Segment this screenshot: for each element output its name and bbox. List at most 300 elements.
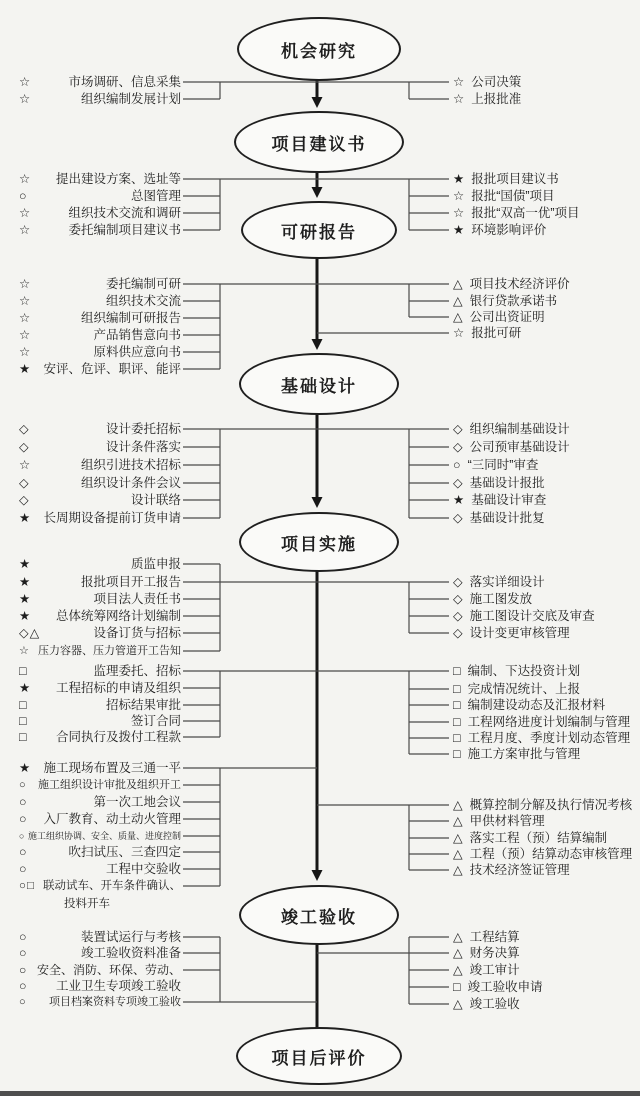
- flow-item: [453, 491, 546, 509]
- triangle-icon: △: [453, 294, 463, 308]
- diamond-icon: ◇: [453, 422, 463, 436]
- star-outline-icon: ☆: [19, 92, 32, 106]
- diamond-icon: ◇: [19, 440, 30, 454]
- item-symbols: [453, 206, 464, 220]
- item-symbols: [453, 223, 464, 237]
- flow-item-label: 施工方案审批与管理: [467, 747, 581, 761]
- item-symbols: [453, 493, 464, 507]
- star-outline-icon: ☆: [19, 345, 32, 359]
- star-filled-icon: ★: [19, 511, 32, 525]
- item-symbols: [453, 511, 463, 525]
- flow-item-label: 基础设计批复: [469, 511, 545, 525]
- circle-icon: ○: [19, 862, 28, 876]
- flow-item: [453, 187, 555, 205]
- flow-item: [14, 590, 181, 608]
- item-symbols: [453, 458, 461, 472]
- flow-item-label: 公司决策: [471, 75, 522, 89]
- flow-item: [453, 861, 570, 879]
- circle-icon: ○: [19, 946, 28, 960]
- flow-item-label: 设计条件落实: [105, 440, 181, 454]
- flow-item-label: 财务决算: [469, 946, 520, 960]
- diamond-icon: ◇: [453, 592, 463, 606]
- item-symbols: [453, 422, 463, 436]
- item-symbols: [19, 456, 31, 474]
- flow-item-label: 第一次工地会议: [93, 795, 181, 809]
- star-filled-icon: ★: [19, 575, 32, 589]
- diamond-icon: ◇: [19, 493, 30, 507]
- diamond-icon: ◇: [453, 511, 463, 525]
- flow-item: [453, 995, 520, 1013]
- flow-item: [14, 90, 181, 108]
- flow-item: [64, 895, 110, 913]
- flow-item-label: 基础设计审查: [471, 493, 547, 507]
- item-symbols: [19, 662, 28, 680]
- flow-item: [453, 978, 543, 996]
- flow-item: [14, 776, 181, 794]
- node-label: 基础设计: [281, 376, 357, 396]
- item-symbols: [453, 609, 463, 623]
- item-symbols: [19, 793, 28, 811]
- item-symbols: [453, 963, 463, 977]
- node-opportunity-research: [237, 17, 401, 81]
- star-outline-icon: ☆: [19, 458, 32, 472]
- flow-item-label: 上报批准: [471, 92, 522, 106]
- item-symbols: [19, 993, 27, 1011]
- circle-icon: ○: [19, 930, 28, 944]
- triangle-icon: △: [453, 831, 463, 845]
- flow-item: [453, 662, 580, 680]
- item-symbols: [453, 626, 463, 640]
- flow-item-label: 公司出资证明: [469, 310, 545, 324]
- triangle-icon: △: [453, 946, 463, 960]
- flow-item: [453, 944, 520, 962]
- item-symbols: [19, 187, 28, 205]
- item-symbols: [453, 189, 464, 203]
- diamond-icon: ◇: [19, 422, 30, 436]
- flow-item-label: 装置试运行与考核: [80, 930, 181, 944]
- star-filled-icon: ★: [19, 557, 32, 571]
- flow-item-label: 施工图设计交底及审查: [469, 609, 595, 623]
- flow-item-label: 提出建设方案、选址等: [55, 172, 181, 186]
- diamond-icon: ◇: [19, 626, 30, 640]
- star-outline-icon: ☆: [453, 92, 465, 106]
- star-filled-icon: ★: [453, 172, 465, 186]
- square-icon: □: [26, 880, 35, 892]
- triangle-icon: △: [453, 277, 463, 291]
- flow-item: [14, 456, 181, 474]
- flow-item-label: 工程中交验收: [105, 862, 181, 876]
- node-project-implementation: [239, 512, 399, 572]
- flow-item: [14, 662, 181, 680]
- circle-icon: ○: [19, 812, 28, 826]
- item-symbols: [453, 715, 461, 729]
- flow-item-label: 基础设计报批: [469, 476, 545, 490]
- flow-item-label: 概算控制分解及执行情况考核: [469, 798, 633, 812]
- node-feasibility-report: [241, 201, 397, 259]
- circle-icon: ○: [19, 845, 28, 859]
- flow-item: [453, 961, 520, 979]
- flow-item-label: 施工组织设计审批及组织开工: [38, 779, 181, 791]
- star-outline-icon: ☆: [19, 277, 32, 291]
- flow-item-label: 报批“国债”项目: [471, 189, 555, 203]
- flow-item-label: 长周期设备提前订货申请: [43, 511, 181, 525]
- flow-item-label: 联动试车、开车条件确认、: [43, 880, 181, 892]
- node-label: 竣工验收: [281, 907, 357, 927]
- node-project-proposal: [234, 111, 404, 173]
- item-symbols: [19, 679, 31, 697]
- flow-item-label: 安评、危评、职评、能评: [43, 362, 181, 376]
- flow-item-label: 完成情况统计、上报: [467, 682, 581, 696]
- flow-item: [14, 642, 181, 660]
- triangle-icon: △: [453, 798, 463, 812]
- flow-item-label: 产品销售意向书: [93, 328, 181, 342]
- item-symbols: [453, 294, 463, 308]
- star-outline-icon: ☆: [453, 75, 465, 89]
- flow-item: [14, 204, 181, 222]
- star-outline-icon: ☆: [453, 206, 465, 220]
- item-symbols: [19, 509, 31, 527]
- item-symbols: [19, 204, 31, 222]
- flow-item-label: 总图管理: [130, 189, 181, 203]
- flow-item: [453, 696, 605, 714]
- flow-item-label: 安全、消防、环保、劳动、: [36, 963, 181, 977]
- flow-item-label: 组织编制基础设计: [469, 422, 570, 436]
- star-filled-icon: ★: [453, 223, 465, 237]
- circle-icon: ○: [19, 189, 28, 203]
- flow-item-label: 报批可研: [471, 326, 522, 340]
- flow-item: [14, 360, 181, 378]
- flow-item-label: 设计变更审核管理: [469, 626, 570, 640]
- square-icon: □: [19, 664, 28, 678]
- flow-item-label: 工程网络进度计划编制与管理: [467, 715, 631, 729]
- triangle-icon: △: [453, 847, 463, 861]
- flow-item-label: 组织引进技术招标: [80, 458, 181, 472]
- item-symbols: [453, 731, 461, 745]
- item-symbols: [453, 592, 463, 606]
- triangle-icon: △: [453, 814, 463, 828]
- item-symbols: [453, 747, 461, 761]
- item-symbols: [453, 798, 463, 812]
- item-symbols: [453, 997, 463, 1011]
- flow-item: [453, 420, 570, 438]
- item-symbols: [453, 930, 463, 944]
- flow-item-label: 施工现场布置及三通一平: [43, 761, 181, 775]
- flow-item-label: 工程结算: [469, 930, 520, 944]
- item-symbols: [453, 92, 464, 106]
- triangle-icon: △: [453, 310, 463, 324]
- flow-item: [453, 509, 545, 527]
- item-symbols: [19, 491, 30, 509]
- star-outline-icon: ☆: [453, 326, 465, 340]
- flow-item: [453, 456, 538, 474]
- square-icon: □: [453, 747, 461, 761]
- flow-item-label: 施工图发放: [469, 592, 533, 606]
- star-outline-icon: ☆: [19, 645, 30, 657]
- flow-item: [14, 73, 181, 91]
- flow-item-label: 报批项目开工报告: [80, 575, 181, 589]
- star-outline-icon: ☆: [19, 311, 32, 325]
- flow-item-label: 质监申报: [130, 557, 181, 571]
- circle-icon: ○: [19, 779, 27, 791]
- flow-item-label: 甲供材料管理: [469, 814, 545, 828]
- star-filled-icon: ★: [19, 681, 32, 695]
- item-symbols: [19, 343, 31, 361]
- item-symbols: [19, 73, 31, 91]
- item-symbols: [453, 310, 463, 324]
- item-symbols: [453, 664, 461, 678]
- flow-item-label: 落实工程（预）结算编制: [469, 831, 608, 845]
- triangle-icon: △: [453, 863, 463, 877]
- star-filled-icon: ★: [19, 592, 32, 606]
- star-outline-icon: ☆: [19, 75, 32, 89]
- flow-item-label: 签订合同: [130, 714, 181, 728]
- item-symbols: [453, 847, 463, 861]
- item-symbols: [19, 326, 31, 344]
- square-icon: □: [19, 714, 28, 728]
- diamond-icon: ◇: [453, 440, 463, 454]
- flow-item-label: 委托编制项目建议书: [68, 223, 181, 237]
- item-symbols: [19, 776, 27, 794]
- diamond-icon: ◇: [453, 626, 463, 640]
- star-outline-icon: ☆: [19, 294, 32, 308]
- flow-item: [453, 624, 570, 642]
- flow-item-label: 合同执行及拨付工程款: [55, 730, 181, 744]
- flow-item-label: 工程（预）结算动态审核管理: [469, 847, 633, 861]
- flow-item: [453, 90, 521, 108]
- item-symbols: [453, 698, 461, 712]
- flow-item-label: 设计委托招标: [105, 422, 181, 436]
- item-symbols: [19, 474, 30, 492]
- flow-item: [14, 438, 181, 456]
- flow-item: [14, 509, 181, 527]
- item-symbols: [19, 275, 31, 293]
- flow-item: [453, 573, 545, 591]
- flow-item-label: 项目法人责任书: [93, 592, 181, 606]
- item-symbols: [19, 607, 31, 625]
- circle-icon: ○: [19, 996, 27, 1008]
- flow-item: [14, 860, 181, 878]
- node-basic-design: [239, 353, 399, 415]
- flow-item-label: 市场调研、信息采集: [68, 75, 181, 89]
- flow-item: [14, 728, 181, 746]
- flow-item: [453, 221, 546, 239]
- item-symbols: [19, 170, 31, 188]
- flow-item-label: 环境影响评价: [471, 223, 547, 237]
- item-symbols: [19, 573, 31, 591]
- flow-item-label: 组织技术交流: [105, 294, 181, 308]
- flow-item: [14, 170, 181, 188]
- circle-icon: ○: [19, 831, 26, 841]
- item-symbols: [453, 831, 463, 845]
- flow-item: [14, 759, 181, 777]
- flow-item-label: 组织设计条件会议: [80, 476, 181, 490]
- flow-item-label: 竣工验收: [469, 997, 520, 1011]
- item-symbols: [19, 590, 31, 608]
- star-filled-icon: ★: [19, 362, 32, 376]
- item-symbols: [19, 759, 31, 777]
- flow-item-label: 项目档案资料专项竣工验收: [49, 996, 181, 1008]
- flow-item: [453, 474, 545, 492]
- star-filled-icon: ★: [453, 493, 465, 507]
- flow-item-label: 压力容器、压力管道开工告知: [38, 645, 181, 657]
- item-symbols: [19, 624, 40, 642]
- circle-icon: ○: [19, 979, 28, 993]
- flow-item-label: 组织编制可研报告: [80, 311, 181, 325]
- flow-item-label: 委托编制可研: [105, 277, 181, 291]
- item-symbols: [19, 944, 28, 962]
- flow-item: [14, 491, 181, 509]
- diamond-icon: ◇: [19, 476, 30, 490]
- item-symbols: [19, 642, 30, 660]
- diamond-icon: ◇: [453, 476, 463, 490]
- flow-item-label: 组织技术交流和调研: [68, 206, 181, 220]
- flow-item: [14, 810, 181, 828]
- flow-item: [453, 170, 559, 188]
- star-outline-icon: ☆: [19, 223, 32, 237]
- diamond-icon: ◇: [453, 575, 463, 589]
- item-symbols: [453, 980, 461, 994]
- flow-item-label: 项目技术经济评价: [469, 277, 570, 291]
- item-symbols: [453, 277, 463, 291]
- flow-item-label: 原料供应意向书: [93, 345, 181, 359]
- flow-item: [14, 877, 181, 895]
- star-outline-icon: ☆: [19, 172, 32, 186]
- node-label: 机会研究: [281, 41, 357, 61]
- flow-item: [453, 324, 521, 342]
- item-symbols: [453, 814, 463, 828]
- flow-item: [14, 343, 181, 361]
- item-symbols: [453, 682, 461, 696]
- square-icon: □: [453, 664, 461, 678]
- flow-item-label: 吹扫试压、三查四定: [68, 845, 181, 859]
- square-icon: □: [453, 715, 461, 729]
- flow-item: [14, 944, 181, 962]
- item-symbols: [19, 810, 28, 828]
- item-symbols: [453, 326, 464, 340]
- square-icon: □: [453, 698, 461, 712]
- item-symbols: [453, 75, 464, 89]
- star-outline-icon: ☆: [19, 206, 32, 220]
- flow-item-label: 编制建设动态及汇报材料: [467, 698, 606, 712]
- node-label: 项目建议书: [271, 134, 367, 154]
- flow-item: [453, 204, 580, 222]
- item-symbols: [453, 476, 463, 490]
- flow-item-label: 组织编制发展计划: [80, 92, 181, 106]
- flow-item: [14, 326, 181, 344]
- flow-item: [453, 438, 570, 456]
- item-symbols: [19, 292, 31, 310]
- flow-item: [14, 843, 181, 861]
- triangle-icon: △: [453, 963, 463, 977]
- node-post-project-evaluation: [236, 1027, 402, 1085]
- flow-item-label: 编制、下达投资计划: [467, 664, 581, 678]
- item-symbols: [453, 172, 464, 186]
- flow-item: [453, 812, 545, 830]
- flow-item: [14, 607, 181, 625]
- square-icon: □: [453, 682, 461, 696]
- node-label: 项目实施: [281, 534, 357, 554]
- square-icon: □: [453, 731, 461, 745]
- node-completion-acceptance: [239, 885, 399, 945]
- square-icon: □: [19, 698, 28, 712]
- circle-icon: ○: [453, 458, 461, 472]
- triangle-icon: △: [453, 997, 463, 1011]
- flow-item: [453, 607, 595, 625]
- flow-item-label: 招标结果审批: [105, 698, 181, 712]
- flow-item: [14, 420, 181, 438]
- item-symbols: [453, 946, 463, 960]
- star-filled-icon: ★: [19, 761, 32, 775]
- item-symbols: [19, 438, 30, 456]
- flow-item: [14, 275, 181, 293]
- flow-item: [453, 275, 570, 293]
- item-symbols: [453, 863, 463, 877]
- item-symbols: [19, 860, 28, 878]
- diamond-icon: ◇: [453, 609, 463, 623]
- flow-item: [14, 624, 181, 642]
- flow-item-label: 报批项目建议书: [471, 172, 559, 186]
- flow-item: [14, 309, 181, 327]
- item-symbols: [19, 90, 31, 108]
- flow-item-label: 竣工验收申请: [467, 980, 543, 994]
- flow-item-label: 工业卫生专项竣工验收: [55, 979, 181, 993]
- flow-item-label: 技术经济签证管理: [469, 863, 570, 877]
- circle-icon: ○: [19, 795, 28, 809]
- item-symbols: [19, 360, 31, 378]
- flow-item: [14, 573, 181, 591]
- flow-item-label: 落实详细设计: [469, 575, 545, 589]
- flow-item-label: 报批“双高一优”项目: [471, 206, 580, 220]
- flow-item: [14, 292, 181, 310]
- star-outline-icon: ☆: [19, 328, 32, 342]
- triangle-icon: △: [453, 930, 463, 944]
- flow-item: [14, 679, 181, 697]
- square-icon: □: [19, 730, 28, 744]
- node-label: 可研报告: [281, 222, 357, 242]
- flow-item-label: 监理委托、招标: [93, 664, 181, 678]
- flow-item-label: 设备订货与招标: [93, 626, 181, 640]
- item-symbols: [19, 555, 31, 573]
- flow-item-label: 设计联络: [130, 493, 181, 507]
- item-symbols: [453, 440, 463, 454]
- flow-item: [453, 590, 532, 608]
- flow-item: [14, 993, 181, 1011]
- item-symbols: [19, 877, 35, 895]
- item-symbols: [19, 221, 31, 239]
- flow-item-label: 竣工审计: [469, 963, 520, 977]
- triangle-icon: △: [29, 626, 41, 640]
- flow-item: [14, 555, 181, 573]
- flow-item-label: 公司预审基础设计: [469, 440, 570, 454]
- circle-icon: ○: [19, 880, 27, 892]
- flow-item: [14, 187, 181, 205]
- item-symbols: [19, 420, 30, 438]
- flow-item: [14, 793, 181, 811]
- bottom-border: [0, 1091, 640, 1096]
- flow-item-label: 入厂教育、动土动火管理: [43, 812, 181, 826]
- flow-item: [14, 221, 181, 239]
- item-symbols: [19, 728, 28, 746]
- star-filled-icon: ★: [19, 609, 32, 623]
- flow-item-label: “三同时”审查: [467, 458, 539, 472]
- star-outline-icon: ☆: [453, 189, 465, 203]
- item-symbols: [19, 309, 31, 327]
- flow-item-label: 投料开车: [64, 898, 110, 910]
- flow-item-label: 竣工验收资料准备: [80, 946, 181, 960]
- flow-item-label: 工程招标的申请及组织: [55, 681, 181, 695]
- flow-item: [14, 474, 181, 492]
- flow-item: [453, 745, 580, 763]
